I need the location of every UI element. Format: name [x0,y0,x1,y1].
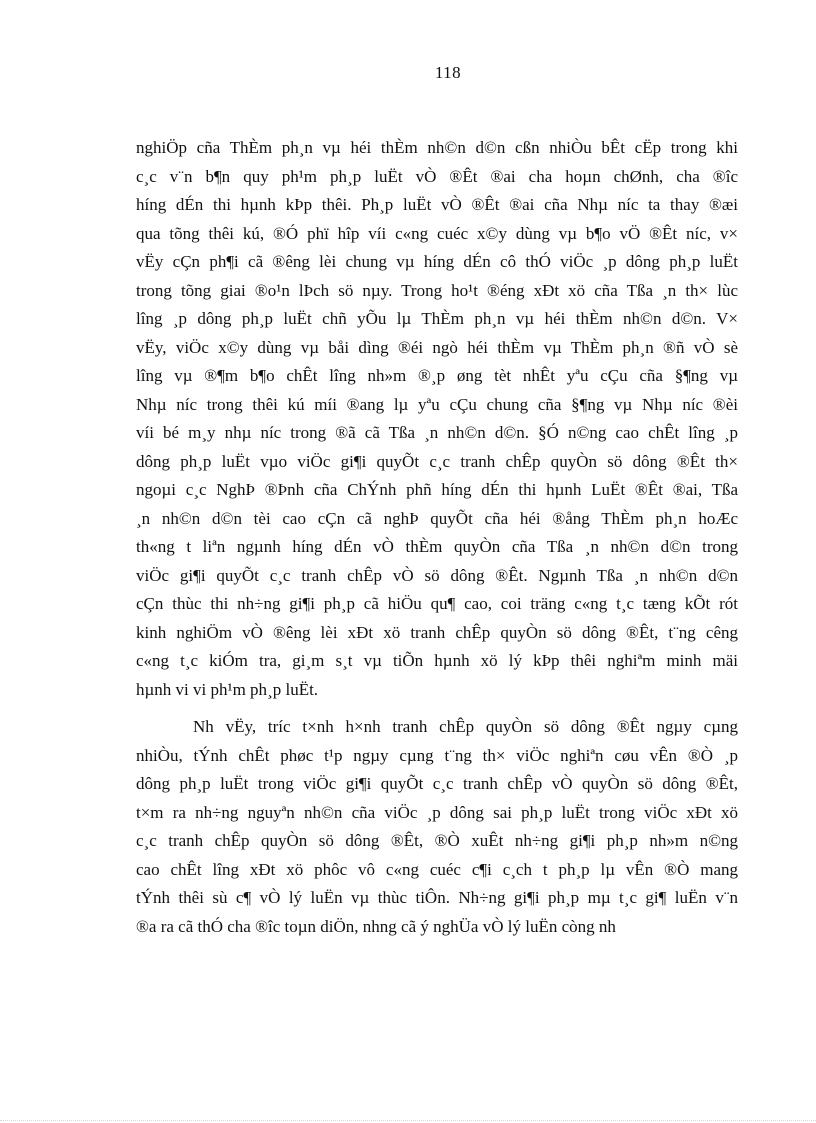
text-line-content: tÝnh thêi sù c¶ vÒ lý luËn vµ thùc tiÔn. Nh÷ng gi¶i ph¸p mµ t¸c gi¶ luËn v¨n [136,888,738,907]
text-line-content: víi bé m¸y nhµ níc trong ®ã cã Tßa ¸n nh©n d©n. §Ó n©ng cao chÊt lîng ¸p [136,423,738,442]
text-line-content: hµnh vi vi ph¹m ph¸p luËt. [136,679,319,699]
text-line-content: th«ng t liªn ngµnh híng dÉn vÒ thÈm quyÒn cña Tßa ¸n nh©n d©n trong [136,537,738,556]
text-line [136,856,738,885]
text-line [136,362,738,391]
text-line-content: híng dÉn thi hµnh kÞp thêi. Ph¸p luËt vÒ ®Êt ®ai cña Nhµ níc ta thay ®æi [136,195,738,214]
text-line [136,742,738,771]
text-line-content: nghiÖp cña ThÈm ph¸n vµ héi thÈm nh©n d©n cßn nhiÒu bÊt cËp trong khi [136,138,738,157]
text-line [136,770,738,799]
paragraph-container [136,134,738,941]
text-line-content: nhiÒu, tÝnh chÊt phøc t¹p ngµy cµng t¨ng th× viÖc nghiªn cøu vÊn ®Ò ¸p [136,745,738,765]
text-line-content: lîng vµ ®¶m b¶o chÊt lîng nh»m ®¸p øng tèt nhÊt yªu cÇu cña §¶ng vµ [136,366,738,385]
paragraph [136,713,738,941]
text-line-content: c«ng t¸c kiÓm tra, gi¸m s¸t vµ tiÕn hµnh xö lý kÞp thêi nghiªm minh mäi [136,651,738,670]
text-line [136,163,738,192]
text-line [136,419,738,448]
text-line [136,713,738,742]
text-line-content: dông ph¸p luËt trong viÖc gi¶i quyÕt c¸c tranh chÊp vÒ quyÒn sö dông ®Êt, [136,774,738,793]
text-line [136,533,738,562]
text-line-content: c¸c tranh chÊp quyÒn sö dông ®Êt, ®Ò xuÊt nh÷ng gi¶i ph¸p nh»m n©ng [136,831,738,850]
text-line [136,505,738,534]
text-line-content: Nh vËy, tríc t×nh h×nh tranh chÊp quyÒn sö dông ®Êt ngµy cµng [193,717,738,736]
text-line-content: cao chÊt lîng xÐt xö phôc vô c«ng cuéc c¶i c¸ch t ph¸p lµ vÊn ®Ò mang [136,859,738,879]
text-line-content: trong tõng giai ®o¹n lÞch sö nµy. Trong ho¹t ®éng xÐt xö cña Tßa ¸n th× lùc [136,280,738,300]
text-line [136,277,738,306]
paragraph-gap [136,704,738,713]
text-line [136,334,738,363]
text-line [136,827,738,856]
text-line-content: ¸n nh©n d©n tèi cao cÇn cã nghÞ quyÕt cña héi ®ång ThÈm ph¸n hoÆc [136,508,738,528]
text-line [136,799,738,828]
text-line [136,884,738,913]
page-bottom-edge [0,1120,816,1121]
text-line [136,476,738,505]
text-line-content: kinh nghiÖm vÒ ®êng lèi xÐt xö tranh chÊp quyÒn sö dông ®Êt, t¨ng cêng [136,622,738,642]
page-number: 118 [434,63,462,82]
text-line [136,676,738,705]
text-line-content: c¸c v¨n b¶n quy ph¹m ph¸p luËt vÒ ®Êt ®ai cha hoµn chØnh, cha ®îc [136,166,738,186]
body-text [136,134,738,941]
text-line [136,305,738,334]
text-line [136,590,738,619]
text-line-content: vËy cÇn ph¶i cã ®êng lèi chung vµ híng dÉn cô thÓ viÖc ¸p dông ph¸p luËt [136,252,738,271]
text-line-content: ®a ra cã thÓ cha ®îc toµn diÖn, nhng cã ý nghÜa vÒ lý luËn còng nh [136,916,616,936]
text-line [136,134,738,163]
text-line [136,248,738,277]
text-line [136,913,738,942]
text-line-content: Nhµ níc trong thêi kú míi ®ang lµ yªu cÇu chung cña §¶ng vµ Nhµ níc ®èi [136,394,738,414]
text-line [136,191,738,220]
text-line [136,647,738,676]
text-line-content: ngoµi c¸c NghÞ ®Þnh cña ChÝnh phñ híng dÉn thi hµnh LuËt ®Êt ®ai, Tßa [136,480,738,499]
text-line [136,448,738,477]
text-line-content: t×m ra nh÷ng nguyªn nh©n cña viÖc ¸p dông sai ph¸p luËt trong viÖc xÐt xö [136,802,738,822]
text-line [136,619,738,648]
text-line-content: dông ph¸p luËt vµo viÖc gi¶i quyÕt c¸c tranh chÊp quyÒn sö dông ®Êt th× [136,451,738,471]
text-line [136,562,738,591]
paragraph [136,134,738,704]
text-line [136,391,738,420]
text-line-content: cÇn thùc thi nh÷ng gi¶i ph¸p cã hiÖu qu¶ cao, coi träng c«ng t¸c tæng kÕt rót [136,594,738,613]
text-line-content: qua tõng thêi kú, ®Ó phï hîp víi c«ng cuéc x©y dùng vµ b¶o vÖ ®Êt níc, v× [136,223,738,243]
text-line-content: vËy, viÖc x©y dùng vµ båi dìng ®éi ngò héi thÈm vµ ThÈm ph¸n ®ñ vÒ sè [136,337,738,357]
text-line-content: lîng ¸p dông ph¸p luËt chñ yÕu lµ ThÈm ph¸n vµ héi thÈm nh©n d©n. V× [136,309,738,328]
text-line-content: viÖc gi¶i quyÕt c¸c tranh chÊp vÒ sö dông ®Êt. Ngµnh Tßa ¸n nh©n d©n [136,565,738,585]
text-line [136,220,738,249]
